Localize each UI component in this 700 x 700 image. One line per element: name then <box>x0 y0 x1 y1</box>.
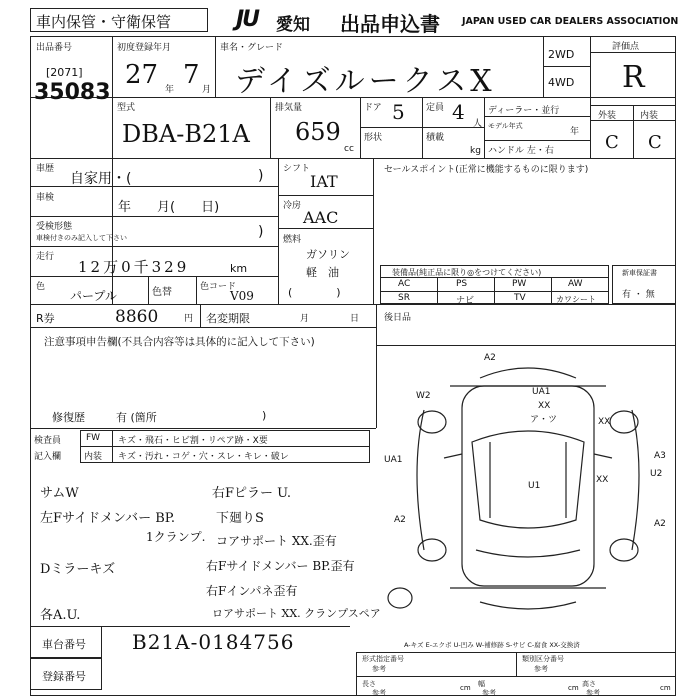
month-unit: 月 <box>202 85 212 95</box>
mark-a3: A3 <box>654 451 666 461</box>
displacement-value: 659 <box>295 118 341 146</box>
inspector-label: 検査員 <box>34 436 62 446</box>
name-change-month: 月 <box>300 314 310 324</box>
name-change-day: 日 <box>350 314 360 324</box>
chassis-value: B21A-0184756 <box>132 630 295 654</box>
model-type-value: DBA-B21A <box>122 120 250 148</box>
exterior-label: 外装 <box>598 111 617 121</box>
height-ref: 参考 <box>586 689 600 697</box>
displacement-label: 排気量 <box>275 103 303 113</box>
category-label: 類別区分番号 <box>522 655 564 663</box>
equip-navi: ナビ <box>456 296 475 306</box>
interior-label: 内装 <box>640 111 659 121</box>
doors-label: ドア <box>364 103 382 113</box>
remark-right-5: 右Fインパネ歪有 <box>206 584 298 598</box>
receiving-note: 車検付きのみ記入して下さい <box>36 234 127 242</box>
receiving-close: ) <box>258 224 264 240</box>
color-value: パープル <box>70 289 117 303</box>
ju-logo: JU <box>236 7 259 32</box>
capacity-value: 4 <box>452 100 465 124</box>
first-registration-label: 初度登録年月 <box>117 43 172 53</box>
shift-label: シフト <box>283 164 311 174</box>
width-ref: 参考 <box>482 689 496 697</box>
mark-ua1-left: UA1 <box>384 455 403 465</box>
kg-unit: kg <box>470 146 481 156</box>
history-value: 自家用・( <box>70 171 132 187</box>
length-label: 長さ <box>362 680 376 688</box>
model-grade-value: デイズルークスX <box>235 64 496 99</box>
mark-w2: W2 <box>416 391 431 401</box>
exterior-value: C <box>605 132 619 153</box>
model-year-label: モデル年式 <box>488 122 523 130</box>
recycle-yen: 円 <box>184 314 194 324</box>
type-designation-ref: 参考 <box>372 665 386 673</box>
inspection-label: 車検 <box>36 193 55 203</box>
receiving-label: 受検形態 <box>36 222 73 232</box>
mark-u1: U1 <box>528 481 541 491</box>
remark-left-3: 1クランプ. <box>146 530 206 544</box>
equip-pw: PW <box>512 279 527 289</box>
remark-right-4: 右Fサイドメンバー BP.歪有 <box>206 559 355 573</box>
doors-value: 5 <box>392 100 405 124</box>
inspector-fw-items: キズ・飛石・ヒビ割・リペア跡・X要 <box>118 436 268 446</box>
color-change-label: 色替 <box>152 287 172 298</box>
width-unit: cm <box>568 684 579 692</box>
dealer-label: ディーラー・並行 <box>488 106 560 116</box>
height-label: 高さ <box>582 680 596 688</box>
equipment-label: 装備品(純正品に限り◎をつけてください) <box>392 268 542 277</box>
equip-sr: SR <box>398 293 410 303</box>
color-code-value: V09 <box>230 289 254 303</box>
mark-xx-3: XX <box>596 475 609 485</box>
repair-history-close: ) <box>262 409 267 422</box>
mark-a2-right: A2 <box>654 519 666 529</box>
model-type-label: 型式 <box>117 103 136 113</box>
km-unit: km <box>230 262 248 275</box>
ac-label: 冷房 <box>283 201 302 211</box>
remark-right-2: 下廻りS <box>216 511 264 526</box>
drive-2wd: 2WD <box>548 48 575 61</box>
name-change-label: 名変期限 <box>206 312 250 325</box>
inspector-interior: 内装 <box>84 452 103 462</box>
repair-history-label: 修復歴 <box>52 411 85 424</box>
lot-number-label: 出品番号 <box>36 43 73 53</box>
warranty-value: 有 ・ 無 <box>622 290 655 300</box>
org-name-en: JAPAN USED CAR DEALERS ASSOCIATION <box>462 16 679 27</box>
chassis-label: 車台番号 <box>42 638 86 651</box>
mileage-label: 走行 <box>36 252 55 262</box>
first-registration-year: 27 <box>125 60 159 90</box>
type-designation-label: 形式指定番号 <box>362 655 404 663</box>
remark-left-4: Dミラーキズ <box>40 562 116 577</box>
remark-left-2: 左Fサイドメンバー BP. <box>40 511 176 526</box>
first-registration-month: 7 <box>183 60 200 90</box>
history-label: 車歴 <box>36 164 55 174</box>
equip-leather-seat: カワシート <box>556 295 596 304</box>
rating-label: 評価点 <box>612 42 640 52</box>
equip-ac: AC <box>398 279 411 289</box>
cc-unit: cc <box>344 144 354 154</box>
model-year-unit: 年 <box>570 127 580 137</box>
mark-xx-1: XX <box>538 401 551 411</box>
selling-points-label: セールスポイント(正常に機能するものに限ります) <box>384 165 589 175</box>
form-title: 出品申込書 <box>340 12 440 36</box>
equip-aw: AW <box>568 279 583 289</box>
mark-atsu: ア・ツ <box>530 415 558 425</box>
fuel-label: 燃料 <box>283 235 302 245</box>
color-label: 色 <box>36 282 46 292</box>
recycle-label: R券 <box>36 312 55 325</box>
equip-ps: PS <box>456 279 468 289</box>
length-unit: cm <box>460 684 471 692</box>
shift-value: IAT <box>310 172 338 191</box>
lot-number: 35083 <box>34 80 111 105</box>
fuel-diesel: 軽 油 <box>306 266 339 279</box>
lot-number-sub: [2071] <box>46 66 83 79</box>
damage-legend: A-キズ E-エクボ U-凹み W-補修跡 S-サビ C-腐食 XX-交換済 <box>404 641 580 649</box>
height-unit: cm <box>660 684 671 692</box>
remark-left-5: 各A.U. <box>40 608 81 623</box>
person-unit: 人 <box>473 119 483 129</box>
inspector-fw: FW <box>86 433 101 443</box>
capacity-label: 定員 <box>426 103 445 113</box>
equip-tv: TV <box>514 293 526 303</box>
rear-items-label: 後日品 <box>384 313 412 323</box>
category-ref: 参考 <box>534 665 548 673</box>
remark-left-1: サムW <box>40 486 79 501</box>
interior-value: C <box>648 132 662 153</box>
mark-xx-2: XX <box>598 417 611 427</box>
fuel-other: ( ) <box>288 286 341 299</box>
repair-history-value: 有 (箇所 <box>116 411 157 424</box>
mark-u2: U2 <box>650 469 663 479</box>
fuel-gasoline: ガソリン <box>306 248 350 261</box>
rating-value: R <box>622 60 645 95</box>
ac-value: AAC <box>303 208 339 227</box>
remark-right-6: ロアサポート XX. クランプスペア <box>212 607 381 620</box>
mark-ua1-top: UA1 <box>532 387 551 397</box>
drive-4wd: 4WD <box>548 76 575 89</box>
model-label: 車名・グレード <box>220 43 284 53</box>
car-damage-diagram <box>380 350 676 630</box>
load-label: 積載 <box>426 133 445 143</box>
inspector-interior-items: キズ・汚れ・コゲ・穴・スレ・キレ・破レ <box>118 452 289 462</box>
year-unit: 年 <box>165 85 175 95</box>
registration-label: 登録番号 <box>42 670 86 683</box>
length-ref: 参考 <box>372 689 386 697</box>
history-close: ) <box>258 168 264 184</box>
recycle-value: 8860 <box>115 307 159 327</box>
storage-label: 車内保管・守衛保管 <box>36 13 172 31</box>
org-name: 愛知 <box>276 15 310 35</box>
inspection-value: 年 月( 日) <box>118 200 220 215</box>
notes-label: 注意事項申告欄(不具合内容等は具体的に記入して下さい) <box>44 336 315 348</box>
remark-right-1: 右Fピラー U. <box>212 486 292 501</box>
mark-a2-top: A2 <box>484 353 496 363</box>
mark-a2-left: A2 <box>394 515 406 525</box>
color-code-label: 色コード <box>200 282 237 292</box>
width-label: 幅 <box>478 680 485 688</box>
inspector-entry-label: 記入欄 <box>34 452 62 462</box>
remark-right-3: コアサポート XX.歪有 <box>216 534 337 548</box>
mileage-value: 12万0千329 <box>78 258 190 276</box>
warranty-label: 新車保証書 <box>622 269 657 277</box>
shape-label: 形状 <box>364 133 383 143</box>
handle-label: ハンドル 左・右 <box>488 146 554 156</box>
